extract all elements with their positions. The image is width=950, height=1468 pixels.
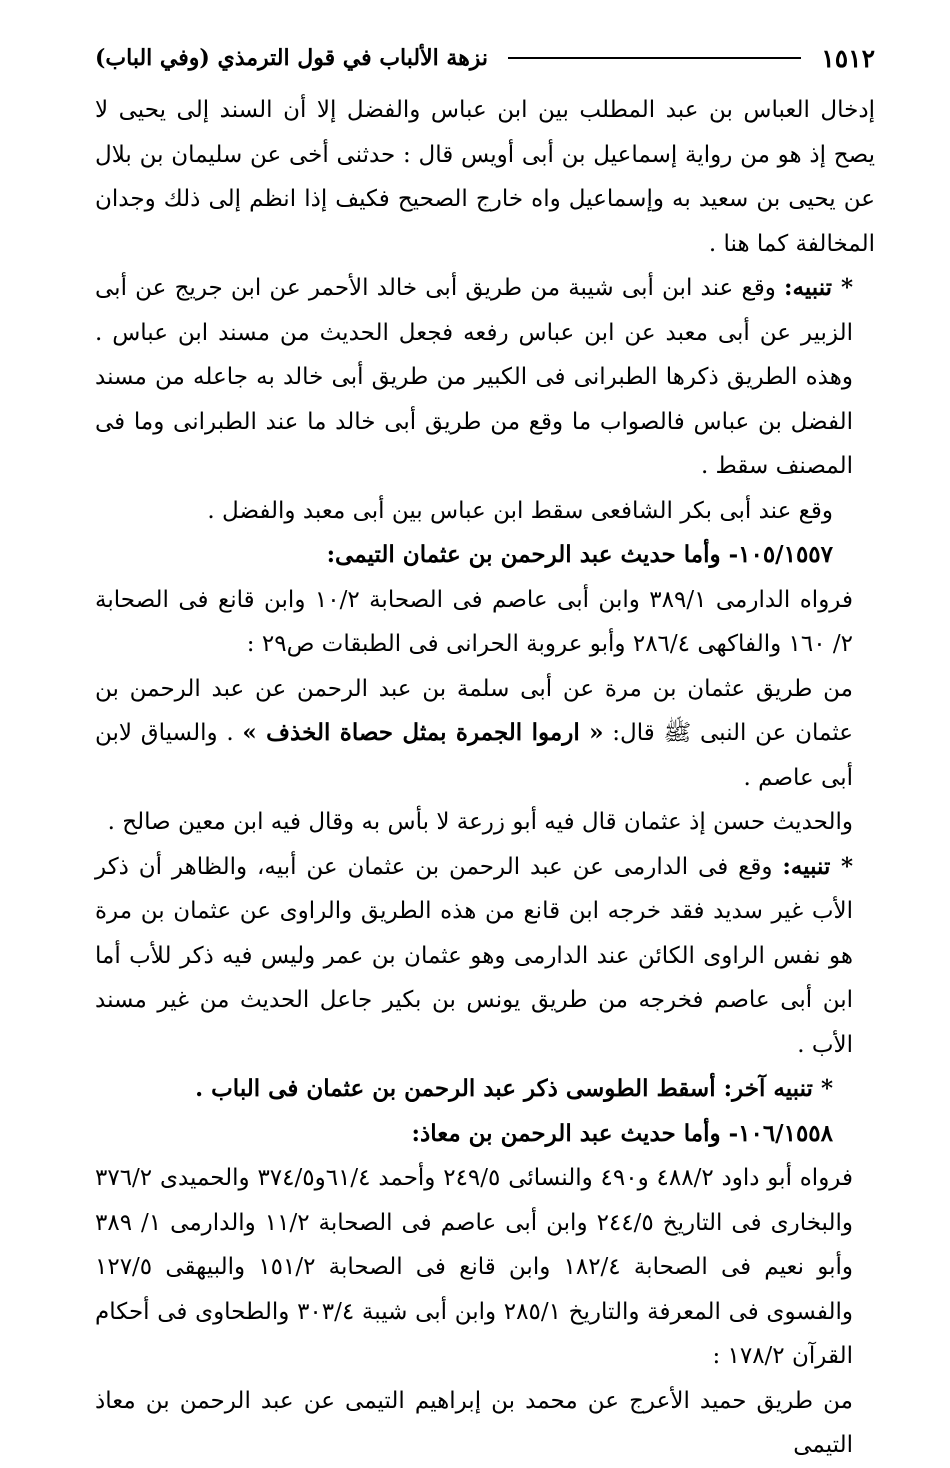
paragraph-text: من طريق عثمان بن مرة عن أبى سلمة بن عبد الرحمن عن عبد الرحمن بن عثمان عن النبى ﷺ قال: [95,675,853,746]
note-label: * تنبيه: [782,852,853,880]
paragraph-text: . والسياق لابن أبى عاصم . [95,720,853,791]
note-text: وقع عند ابن أبى شيبة من طريق أبى خالد الأحمر عن ابن جريج عن أبى الزبير عن أبى معبد عن ابن عباس رفعه فجعل الحديث من مسند ابن عباس . وهذه الطريق ذكرها الطبرانى فى الكبير من طريق أبى خالد به جاعله من مسند الفضل بن عباس فالصواب ما وقع من طريق أبى خالد ما عند الطبرانى وما فى المصنف سقط . [95,275,854,479]
hadith-quote: « ارموا الجمرة بمثل حصاة الخذف » [242,719,604,746]
note-paragraph [95,845,875,1068]
note-label: * تنبيه: [784,274,853,301]
running-title: نزهة الألباب في قول الترمذي (وفي الباب) [95,45,489,71]
note-label: * تنبيه آخر: [723,1075,833,1102]
paragraph: فرواه أبو داود ٤٨٨/٢ و٤٩٠ والنسائى ٢٤٩/٥ وأحمد ٦١/٤و٣٧٤/٥ والحميدى ٣٧٦/٢ والبخارى فى التاريخ ٢٤٤/٥ وابن أبى عاصم فى الصحابة ١١/٢ والدارمى ١/ ٣٨٩ وأبو نعيم فى الصحابة ١٨٢/٤ وابن قانع فى الصحابة ١٥١/٢ والبيهقى ١٢٧/٥ والفسوى فى المعرفة والتاريخ ٢٨٥/١ وابن أبى شيبة ٣٠٣/٤ والطحاوى فى أحكام القرآن ١٧٨/٢ : [95,1165,853,1369]
paragraph: وقع عند أبى بكر الشافعى سقط ابن عباس بين أبى معبد والفضل . [207,497,833,524]
page-number: ١٥١٢ [821,43,875,73]
page-body [95,88,875,1468]
header-rule [508,57,801,59]
paragraph: من طريق حميد الأعرج عن محمد بن إبراهيم التيمى عن عبد الرحمن بن معاذ التيمى [95,1387,853,1458]
note-paragraph [95,266,875,489]
paragraph: إدخال العباس بن عبد المطلب بين ابن عباس والفضل إلا أن السند إلى يحيى لا يصح إذ هو من رواية إسماعيل بن أبى أويس قال : حدثنى أخى عن سليمان بن بلال عن يحيى بن سعيد به وإسماعيل واه خارج الصحيح فكيف إذا انظم إلى ذلك وجدان المخالفة كما هنا . [95,97,875,257]
note-text: أسقط الطوسى ذكر عبد الرحمن بن عثمان فى الباب . [195,1075,724,1102]
section-heading: ١٠٥/١٥٥٧- وأما حديث عبد الرحمن بن عثمان التيمى: [326,541,833,568]
paragraph [95,667,875,801]
paragraph: والحديث حسن إذ عثمان قال فيه أبو زرعة لا بأس به وقال فيه ابن معين صالح . [107,809,853,835]
note-paragraph [95,1067,875,1112]
paragraph: فرواه الدارمى ٣٨٩/١ وابن أبى عاصم فى الصحابة ١٠/٢ وابن قانع فى الصحابة ٢/ ١٦٠ والفاكهى ٢٨٦/٤ وأبو عروبة الحرانى فى الطبقات ص٢٩ : [95,586,853,657]
section-heading: ١٠٦/١٥٥٨- وأما حديث عبد الرحمن بن معاذ: [411,1119,833,1147]
note-text: وقع فى الدارمى عن عبد الرحمن بن عثمان عن أبيه، والظاهر أن ذكر الأب غير سديد فقد خرجه ابن قانع من هذه الطريق والراوى عن عثمان بن مرة هو نفس الراوى الكائن عند الدارمى وهو عثمان بن عمر وليس فيه ذكر للأب أما ابن أبى عاصم فخرجه من طريق يونس بن بكير جاعل الحديث من غير مسند الأب . [95,853,853,1058]
page-header [95,38,875,78]
